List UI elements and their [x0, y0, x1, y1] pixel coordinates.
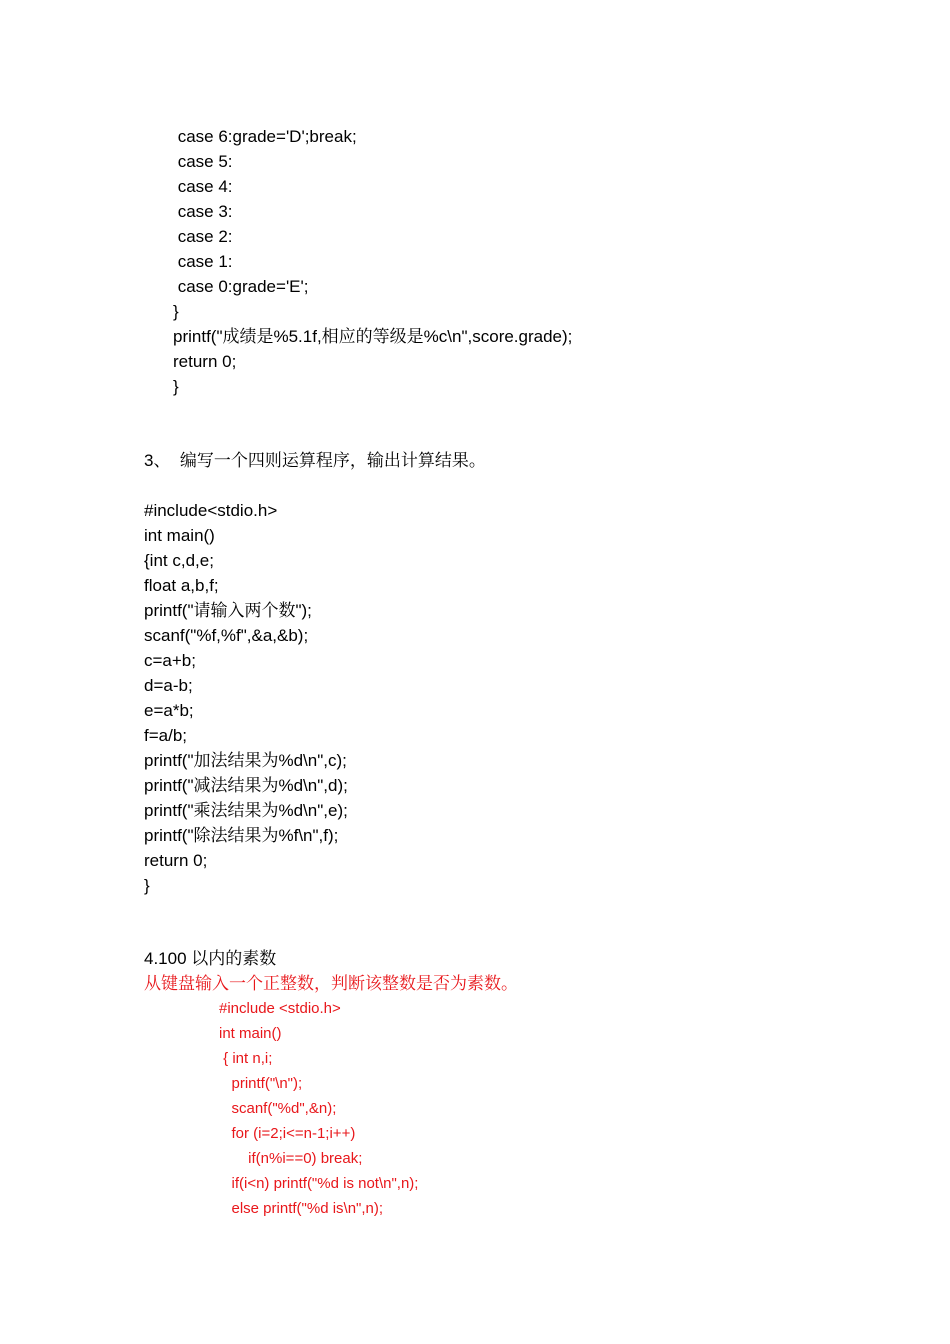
code-line: } — [173, 302, 179, 321]
code-line: case 6:grade='D';break; — [173, 127, 357, 146]
code-line: printf("除法结果为%f\n",f); — [144, 826, 339, 845]
code-line: case 1: — [173, 252, 233, 271]
code-line: for (i=2;i<=n-1;i++) — [219, 1125, 356, 1142]
code-line: d=a-b; — [144, 676, 193, 695]
code-line: float a,b,f; — [144, 576, 219, 595]
code-line: printf("请输入两个数"); — [144, 601, 312, 620]
code-line: { int n,i; — [219, 1050, 273, 1067]
code-line: return 0; — [173, 352, 237, 371]
code-line: if(i<n) printf("%d is not\n",n); — [219, 1175, 419, 1192]
code-line: scanf("%d",&n); — [219, 1100, 337, 1117]
code-line: printf("乘法结果为%d\n",e); — [144, 801, 348, 820]
code-line: c=a+b; — [144, 651, 196, 670]
section-4-subheading: 从键盘输入一个正整数，判断该整数是否为素数。 — [144, 974, 518, 993]
code-line: case 4: — [173, 177, 233, 196]
code-line: case 5: — [173, 152, 233, 171]
code-line: scanf("%f,%f",&a,&b); — [144, 626, 309, 645]
code-line: int main() — [219, 1025, 282, 1042]
code-line: return 0; — [144, 851, 208, 870]
section-3-heading: 3、 编写一个四则运算程序，输出计算结果。 — [144, 451, 486, 470]
code-line: if(n%i==0) break; — [219, 1150, 363, 1167]
code-line: #include<stdio.h> — [144, 501, 278, 520]
code-line: int main() — [144, 526, 215, 545]
code-line: } — [144, 876, 150, 895]
code-line: #include <stdio.h> — [219, 1000, 341, 1017]
code-line: printf("成绩是%5.1f,相应的等级是%c\n",score.grade); — [173, 327, 573, 346]
code-line: printf("加法结果为%d\n",c); — [144, 751, 347, 770]
code-line: case 3: — [173, 202, 233, 221]
code-line: } — [173, 377, 179, 396]
section-4-heading: 4.100 以内的素数 — [144, 949, 277, 968]
code-line: else printf("%d is\n",n); — [219, 1200, 384, 1217]
code-line: case 0:grade='E'; — [173, 277, 309, 296]
code-line: printf("减法结果为%d\n",d); — [144, 776, 348, 795]
code-line: case 2: — [173, 227, 233, 246]
code-line: {int c,d,e; — [144, 551, 214, 570]
code-line: f=a/b; — [144, 726, 188, 745]
code-line: e=a*b; — [144, 701, 194, 720]
code-line: printf("\n"); — [219, 1075, 303, 1092]
